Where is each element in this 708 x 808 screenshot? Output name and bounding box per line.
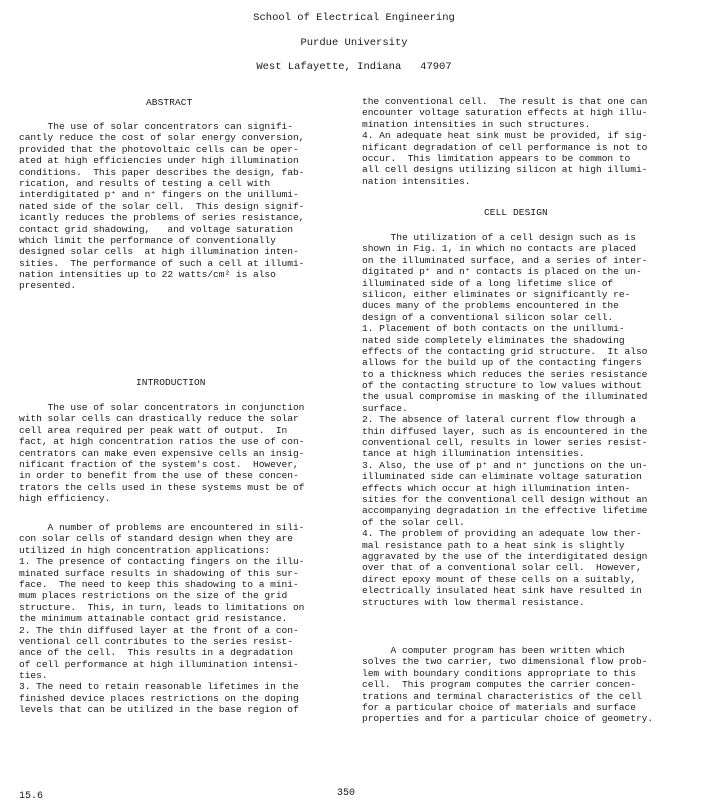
text-line: fact, at high concentration ratios the use of con- (19, 436, 305, 448)
text-line: finished device places restrictions on the doping (19, 692, 299, 704)
text-line: sities. The performance of such a cell at illumi- (19, 257, 305, 269)
text-line: A computer program has been written which (362, 645, 625, 656)
text-line: 1. Placement of both contacts on the unillumi- (362, 323, 625, 335)
text-line: 3. Also, the use of p⁺ and n⁺ junctions on the un- (362, 459, 648, 471)
text-line: ventional cell contributes to the series resist- (19, 635, 293, 647)
text-line: allows for the build up of the contacting fingers (362, 357, 642, 369)
text-line: direct epoxy mount of these cells on a suitably, (362, 573, 636, 585)
text-line: to a thickness which reduces the series resistance (362, 368, 648, 380)
text-line: trators the cells used in these systems must be of (19, 481, 305, 493)
text-line: ated at high efficiencies under high illumination (19, 155, 299, 167)
abstract-body (19, 121, 304, 292)
cell-design-paragraph-1 (362, 232, 647, 608)
text-line: the conventional cell. The result is that one can (362, 96, 648, 107)
text-line: mum places restrictions on the size of the grid (19, 590, 288, 602)
text-line: interdigitated p⁺ and n⁺ fingers on the unillumi- (19, 189, 299, 201)
text-line: centrators can make even expensive cells an insig- (19, 447, 305, 459)
text-line: nated side of the solar cell. This design signif- (19, 200, 305, 212)
text-line: for a particular choice of materials and surface (362, 701, 636, 713)
text-line: A number of problems are encountered in sili- (19, 522, 305, 533)
text-line: mal resistance path to a heat sink is slightly (362, 539, 625, 551)
text-line: 3. The need to retain reasonable lifetimes in the (19, 681, 299, 693)
text-line: effects which occur at high illumination inten- (362, 482, 631, 494)
text-line: contact grid shadowing, and voltage saturation (19, 223, 293, 235)
text-line: of the solar cell. (362, 516, 465, 528)
text-line: utilized in high concentration applications: (19, 544, 271, 556)
text-line: with solar cells can drastically reduce the solar (19, 413, 299, 425)
text-line: The utilization of a cell design such as is (362, 232, 636, 243)
text-line: electrically insulated heat sink have resulted in (362, 585, 642, 597)
text-line: ties. (19, 670, 48, 682)
introduction-paragraph-1 (19, 402, 304, 505)
introduction-paragraph-2 (19, 522, 304, 716)
cell-design-heading: CELL DESIGN (484, 207, 548, 218)
text-line: cell area required per peak watt of output. In (19, 424, 288, 436)
university-name: Purdue University (300, 37, 408, 49)
text-line: nificant degradation of cell performance is not to (362, 141, 648, 153)
text-line: designed solar cells at high illumination inten- (19, 246, 299, 258)
text-line: high efficiency. (19, 493, 111, 505)
text-line: aggravated by the use of the interdigitated design (362, 550, 648, 562)
text-line: trations and terminal characteristics of the cell (362, 690, 642, 702)
text-line: in order to benefit from the use of these concen- (19, 470, 299, 482)
text-line: illuminated side of a long lifetime slice of (362, 277, 614, 289)
text-line: nation intensities up to 22 watts/cm² is also (19, 269, 276, 281)
text-line: icantly reduces the problems of series resistance, (19, 212, 305, 224)
text-line: properties and for a particular choice of geometry. (362, 713, 654, 725)
text-line: which limit the performance of conventionally (19, 234, 276, 246)
text-line: levels that can be utilized in the base region of (19, 704, 299, 716)
text-line: structure. This, in turn, leads to limitations on (19, 601, 305, 613)
introduction-heading: INTRODUCTION (136, 377, 206, 388)
text-line: minated surface results in shadowing of this sur- (19, 567, 299, 579)
text-line: cell. This program computes the carrier concen- (362, 679, 636, 691)
text-line: presented. (19, 280, 77, 292)
text-line: illuminated side can eliminate voltage saturation (362, 471, 642, 483)
text-line: face. The need to keep this shadowing to a mini- (19, 578, 299, 590)
text-line: lem with boundary conditions appropriate to this (362, 667, 636, 679)
text-line: thin diffused layer, such as is encountered in the (362, 425, 648, 437)
page-number: 350 (337, 788, 356, 799)
text-line: The use of solar concentrators can signifi- (19, 121, 293, 132)
text-line: nated side completely eliminates the shadowing (362, 334, 625, 346)
text-line: of cell performance at high illumination intensi- (19, 658, 299, 670)
text-line: cantly reduce the cost of solar energy conversion, (19, 132, 305, 144)
text-line: digitated p⁺ and n⁺ contacts is placed on the un- (362, 266, 642, 278)
text-line: The use of solar concentrators in conjunction (19, 402, 305, 413)
text-line: tance at high illumination intensities. (362, 448, 585, 460)
text-line: 2. The thin diffused layer at the front of a con- (19, 624, 299, 636)
text-line: design of a conventional silicon solar cell. (362, 311, 614, 323)
text-line: ance of the cell. This results in a degradation (19, 647, 293, 659)
text-line: rication, and results of testing a cell with (19, 177, 271, 189)
abstract-heading: ABSTRACT (146, 97, 193, 108)
text-line: 2. The absence of lateral current flow through a (362, 414, 636, 426)
text-line: surface. (362, 402, 408, 414)
text-line: con solar cells of standard design when they are (19, 533, 293, 545)
text-line: 4. An adequate heat sink must be provided, if sig- (362, 130, 648, 142)
text-line: 1. The presence of contacting fingers on the illu- (19, 556, 305, 568)
cell-design-paragraph-2 (362, 645, 653, 725)
right-column-continuation (362, 96, 647, 187)
text-line: silicon, either eliminates or significantly re- (362, 288, 631, 300)
text-line: the minimum attainable contact grid resistance. (19, 613, 288, 625)
text-line: nation intensities. (362, 175, 471, 187)
section-code: 15.6 (19, 791, 44, 802)
text-line: the usual compromise in masking of the illuminated (362, 391, 648, 403)
university-address: West Lafayette, Indiana 47907 (256, 61, 452, 73)
text-line: of the contacting structure to low values without (362, 380, 642, 392)
text-line: structures with low thermal resistance. (362, 596, 585, 608)
text-line: sities for the conventional cell design without an (362, 493, 648, 505)
text-line: accompanying degradation in the effective lifetime (362, 505, 648, 517)
text-line: duces many of the problems encountered in the (362, 300, 619, 312)
text-line: nificant fraction of the system's cost. However, (19, 458, 299, 470)
text-line: over that of a conventional solar cell. However, (362, 562, 642, 574)
text-line: conventional cell, results in lower series resist- (362, 437, 648, 449)
text-line: solves the two carrier, two dimensional flow prob- (362, 656, 648, 668)
text-line: occur. This limitation appears to be common to (362, 152, 631, 164)
text-line: 4. The problem of providing an adequate low ther- (362, 528, 642, 540)
text-line: effects of the contacting grid structure. It also (362, 345, 648, 357)
text-line: provided that the photovoltaic cells can be oper- (19, 143, 299, 155)
text-line: mination intensities in such structures. (362, 118, 591, 130)
text-line: conditions. This paper describes the design, fab- (19, 166, 305, 178)
text-line: shown in Fig. 1, in which no contacts are placed (362, 243, 636, 255)
text-line: encounter voltage saturation effects at high illu- (362, 107, 648, 119)
text-line: all cell designs utilizing silicon at high illumi- (362, 164, 648, 176)
text-line: on the illuminated surface, and a series of inter- (362, 254, 648, 266)
school-name: School of Electrical Engineering (253, 12, 455, 24)
